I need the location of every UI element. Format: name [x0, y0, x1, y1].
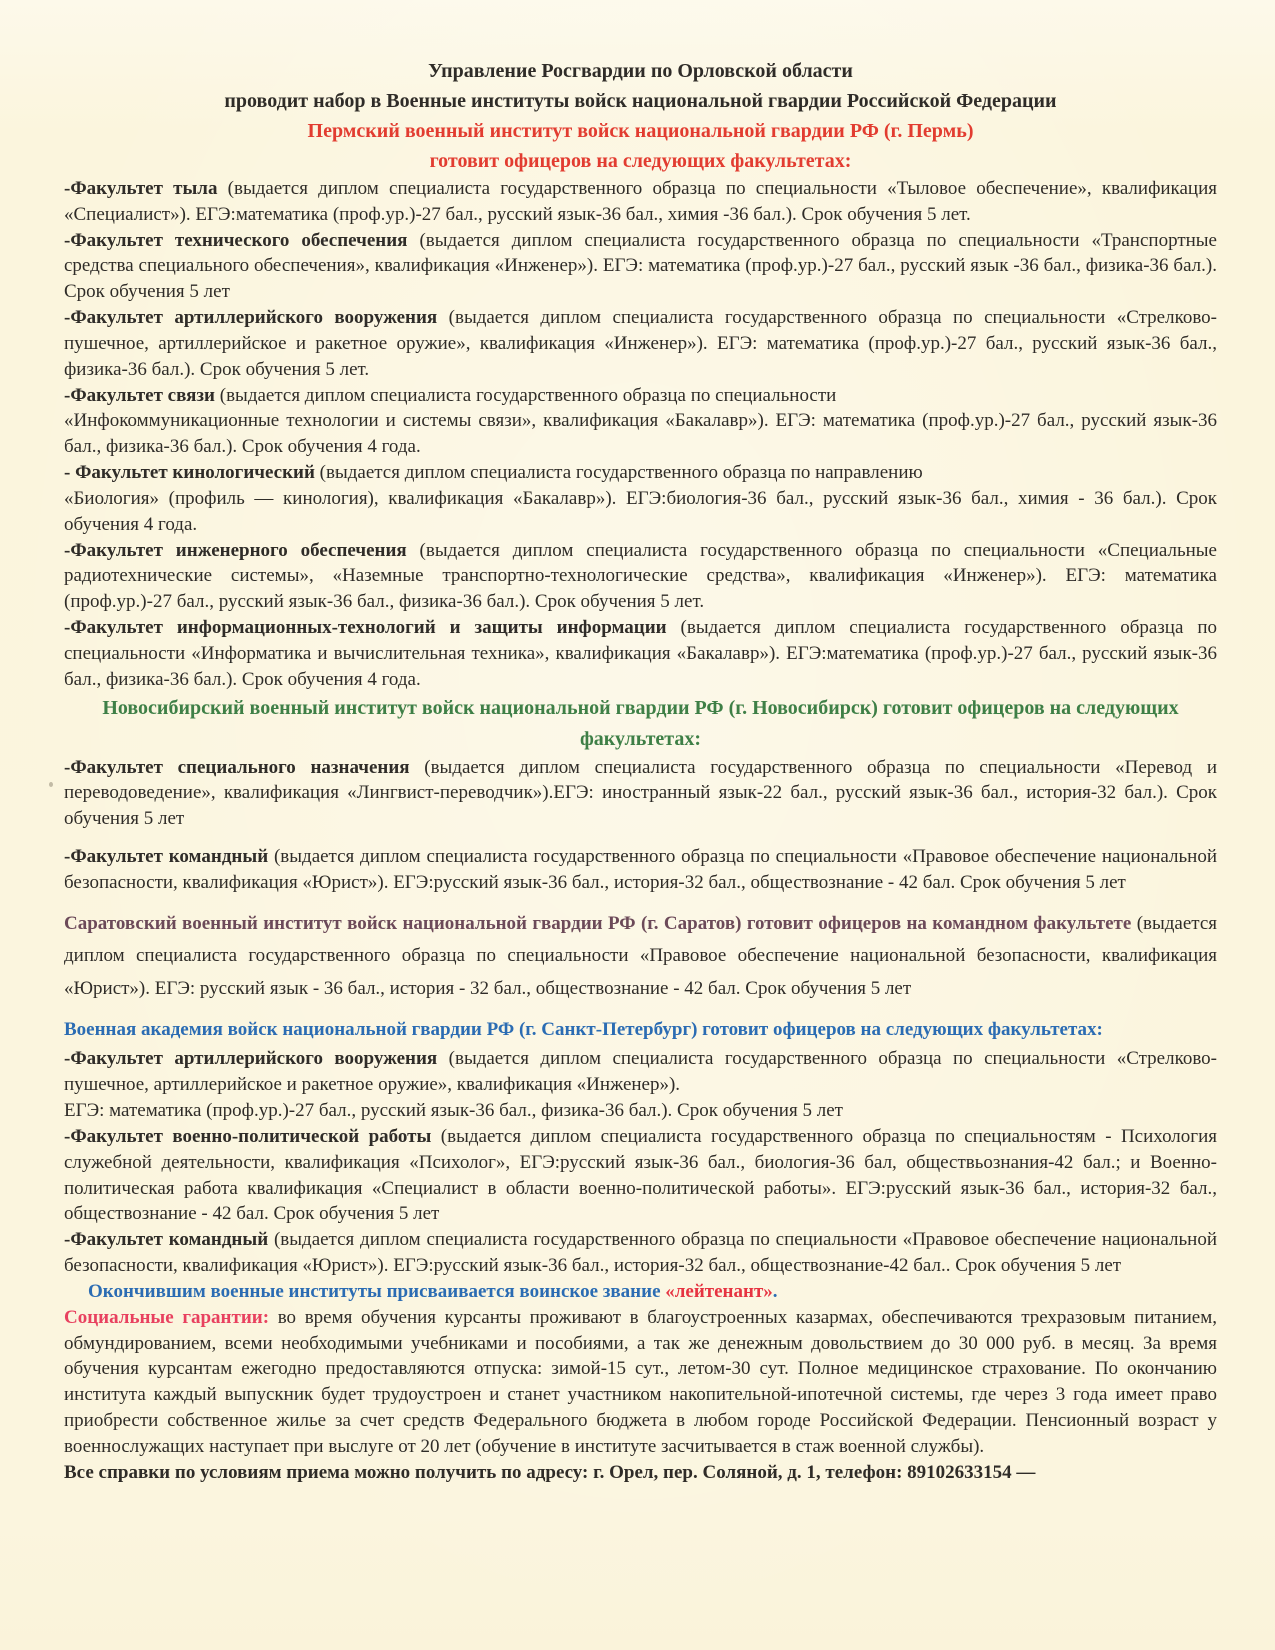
perm-institute-heading: Пермский военный институт войск национальной гвардии РФ (г. Пермь) — [307, 120, 974, 142]
perm-faculty-cynology — [64, 460, 1217, 537]
faculty-lead: -Факультет технического обеспечения — [64, 229, 408, 251]
faculty-lead: -Факультет информационных-технологий и защиты информации — [64, 617, 667, 639]
faculty-text: (выдается диплом специалиста государственного образца по направлению — [314, 462, 923, 484]
faculty-lead: -Факультет специального назначения — [64, 756, 410, 778]
faculty-text: (выдается диплом специалиста государственного образца по специальности «Специальные радиотехнические системы», «Наземные транспортно-технологические средства», квалификация «Инженер»). ЕГЭ: математика (проф.ур.)-27 бал., русский язык-36 бал., физика-36 бал.). Срок обучения 5 лет. — [64, 539, 1217, 613]
faculty-text: «Инфокоммуникационные технологии и системы связи», квалификация «Бакалавр»). ЕГЭ: математика (проф.ур.)-27 бал., русский язык-36 бал., физика-36 бал.). Срок обучения 4 года. — [64, 410, 1217, 458]
faculty-text: «Биология» (профиль — кинология), квалификация «Бакалавр»). ЕГЭ:биология-36 бал., русский язык-36 бал., химия - 36 бал.). Срок обучения 4 года. — [64, 487, 1217, 535]
faculty-lead: -Факультет командный — [64, 1229, 269, 1251]
faculty-text: (выдается диплом специалиста государственного образца по специальности «Стрелково-пушечное, артиллерийское и ракетное оружие», квалификация «Инженер»). ЕГЭ: математика (проф.ур.)-27 бал., русский язык-36 бал., физика-36 бал.). Срок обучения 5 лет. — [64, 307, 1217, 380]
saratov-institute-heading: Саратовский военный институт войск национальной гвардии РФ (г. Саратов) готовит офицеров на командном факультете — [64, 912, 1132, 934]
perm-faculty-tech-support — [64, 228, 1217, 305]
lieutenant-rank-line — [64, 1279, 1217, 1305]
faculty-text: (выдается диплом специалиста государственного образца по специальностям - Психология служебной деятельности, квалификация «Психолог», ЕГЭ:русский язык-36 бал., биология-36 бал, обществьознания-42 бал.; и Военно-политическая работа квалификация «Специалист в области военно-политической работы». ЕГЭ:русский язык-36 бал., история-32 бал., обществознание - 42 бал. Срок обучения 5 лет — [64, 1125, 1217, 1225]
perm-faculty-it-security — [64, 615, 1217, 692]
faculty-lead: -Факультет тыла — [64, 178, 218, 199]
faculty-text: (выдается диплом специалиста государственного образца по специальности «Перевод и переводоведение», квалификация «Лингвист-переводчик»).ЕГЭ: иностранный язык-22 бал., русский язык-36 бал., история-32 бал.). Срок обучения 5 лет — [64, 756, 1217, 830]
faculty-lead: -Факультет связи — [64, 384, 215, 406]
scan-speck — [49, 782, 53, 787]
rank-line-prefix: Окончившим военные институты присваивается воинское звание — [88, 1280, 666, 1302]
perm-faculty-engineering — [64, 538, 1217, 615]
perm-faculty-artillery — [64, 305, 1217, 382]
faculty-text: (выдается диплом специалиста государственного образца по специальности «Информатика и вычислительная техника», квалификация «Бакалавр»). ЕГЭ:математика (проф.ур.)-27 бал., русский язык-36 бал., физика-36 бал.). Срок обучения 4 года. — [64, 617, 1217, 690]
faculty-lead: -Факультет артиллерийского вооружения — [64, 1048, 438, 1070]
novosibirsk-faculty-special — [64, 755, 1217, 832]
faculty-text: (выдается диплом специалиста государственного образца по специальности «Правовое обеспечение национальной безопасности, квалификация «Юрист»). ЕГЭ:русский язык-36 бал., история-32 бал., обществознание - 42 бал. Срок обучения 5 лет — [64, 846, 1218, 893]
spb-academy-heading: Военная академия войск национальной гвардии РФ (г. Санкт-Петербург) готовит офицеров на следующих факультетах: — [64, 1018, 1103, 1040]
faculty-text: (выдается диплом специалиста государственного образца по специальности — [215, 384, 837, 406]
contact-footer-line: Все справки по условиям приема можно получить по адресу: г. Орел, пер. Соляной, д. 1, телефон: 89102633154 — — [64, 1461, 1036, 1483]
rank-line-highlight: «лейтенант» — [665, 1280, 773, 1302]
novosibirsk-institute-heading: Новосибирский военный институт войск национальной гвардии РФ (г. Новосибирск) готовит офицеров на следующих факультетах: — [102, 696, 1179, 750]
faculty-lead: -Факультет артиллерийского вооружения — [64, 307, 438, 329]
perm-faculty-comms — [64, 383, 1217, 460]
spb-faculty-artillery — [64, 1046, 1217, 1123]
faculty-text: (выдается диплом специалиста государственного образца по специальности «Стрелково-пушечное, артиллерийское и ракетное оружие», квалификация «Инженер»). — [64, 1048, 1217, 1096]
scan-speck — [335, 470, 338, 474]
social-guarantees-paragraph — [64, 1305, 1217, 1460]
novosibirsk-faculty-command — [64, 844, 1217, 896]
rank-line-suffix: . — [772, 1280, 778, 1302]
faculty-lead: - Факультет кинологический — [64, 462, 315, 484]
social-guarantees-text: во время обучения курсанты проживают в благоустроенных казармах, обеспечиваются трехразовым питанием, обмундированием, всеми необходимыми учебниками и пособиями, а так же денежным довольствием до 30 000 руб. в месяц. За время обучения курсантам ежегодно предоставляются отпуска: зимой-15 сут., летом-30 сут. Полное медицинское страхование. По окончанию института каждый выпускник будет трудоустроен и станет участником накопительной-ипотечной системы, где через 3 года имеет право приобрести собственное жилье за счет средств Федерального бюджета в любом городе Российской Федерации. Пенсионный возраст у военнослужащих наступает при выслуге от 20 лет (обучение в институте засчитывается в стаж военной службы). — [64, 1306, 1217, 1457]
faculty-text: (выдается диплом специалиста государственного образца по специальности «Тыловое обеспечение», квалификация «Специалист»). ЕГЭ:математика (проф.ур.)-27 бал., русский язык-36 бал., химия -36 бал.). Срок обучения 5 лет. — [64, 178, 1217, 225]
faculty-text: (выдается диплом специалиста государственного образца по специальности «Транспортные средства специального обеспечения», квалификация «Инженер»). ЕГЭ: математика (проф.ур.)-27 бал., русский язык -36 бал., физика-36 бал.). Срок обучения 5 лет — [64, 229, 1217, 303]
faculty-lead: -Факультет военно-политической работы — [64, 1125, 432, 1147]
faculty-lead: -Факультет инженерного обеспечения — [64, 539, 407, 561]
perm-faculty-tyla — [64, 176, 1217, 228]
spb-faculty-political — [64, 1124, 1217, 1227]
doc-title-line1: Управление Росгвардии по Орловской области — [428, 60, 853, 82]
saratov-institute-paragraph — [64, 908, 1217, 1006]
doc-title-line2: проводит набор в Военные институты войск национальной гвардии Российской Федерации — [224, 90, 1057, 112]
social-guarantees-lead: Социальные гарантии: — [64, 1306, 270, 1328]
faculty-text: (выдается диплом специалиста государственного образца по специальности «Правовое обеспечение национальной безопасности, квалификация «Юрист»). ЕГЭ: русский язык - 36 бал., история - 32 бал., обществознание - 42 бал. Срок обучения 5 лет — [64, 912, 1218, 1000]
faculty-text: (выдается диплом специалиста государственного образца по специальности «Правовое обеспечение национальной безопасности, квалификация «Юрист»). ЕГЭ:русский язык-36 бал., история-32 бал., обществознание-42 бал.. Срок обучения 5 лет — [64, 1229, 1218, 1277]
perm-institute-subheading: готовит офицеров на следующих факультетах: — [429, 150, 852, 172]
spb-faculty-command — [64, 1227, 1217, 1279]
faculty-text: ЕГЭ: математика (проф.ур.)-27 бал., русский язык-36 бал., физика-36 бал.). Срок обучения 5 лет — [64, 1100, 843, 1122]
faculty-lead: -Факультет командный — [64, 846, 269, 868]
